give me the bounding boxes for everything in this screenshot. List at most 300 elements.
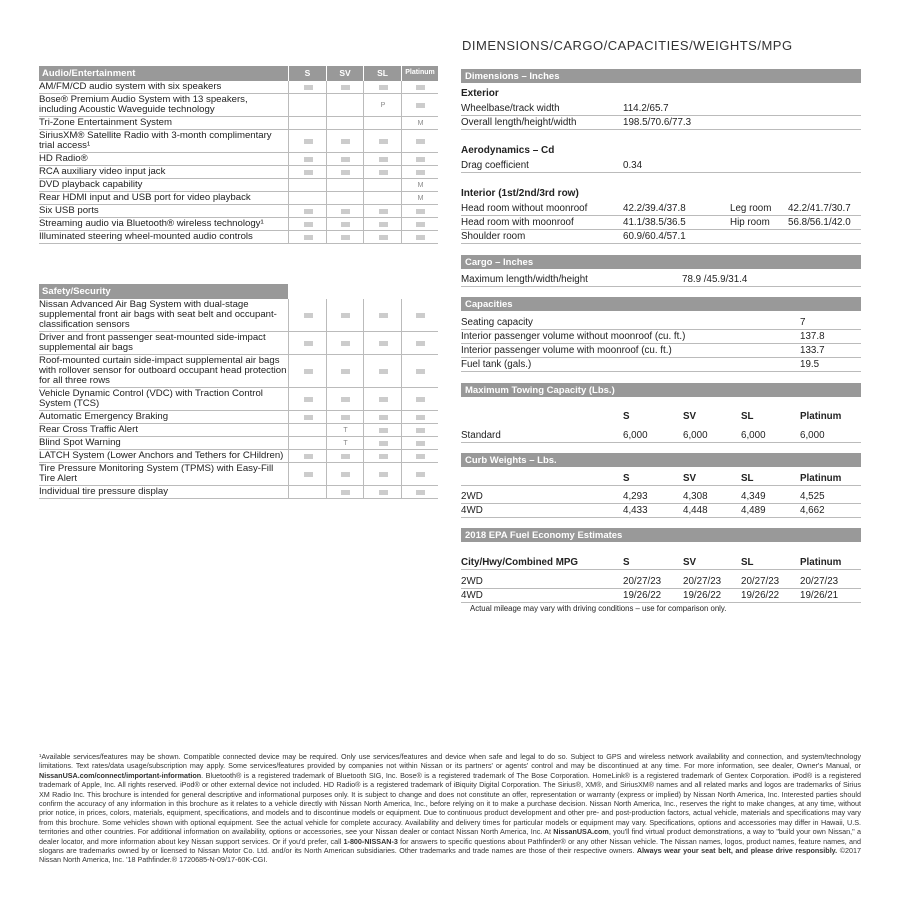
audio-row: [39, 94, 438, 117]
safety-row-label: Blind Spot Warning: [39, 437, 121, 448]
row-value: SV: [683, 473, 697, 484]
headroom-moon-label: Head room with moonroof: [461, 217, 574, 228]
row-value: 19/26/21: [800, 590, 839, 601]
audio-row-label: Six USB ports: [39, 205, 99, 216]
row-value: 4,489: [741, 505, 766, 516]
standard-mark-icon: [341, 397, 350, 402]
standard-mark-icon: [416, 313, 425, 318]
aero-title: Aerodynamics – Cd: [461, 145, 555, 156]
legroom-value: 42.2/41.7/30.7: [788, 203, 851, 214]
availability-cell-sl: [363, 299, 402, 331]
headroom-moon-value: 41.1/38.5/36.5: [623, 217, 686, 228]
standard-mark-icon: [379, 157, 388, 162]
availability-cell-s: [288, 94, 327, 116]
data-row: [461, 575, 861, 589]
interior-title: Interior (1st/2nd/3rd row): [461, 188, 579, 199]
trim-col-sl: SL: [364, 66, 401, 81]
audio-header-label: Audio/Entertainment: [39, 66, 288, 81]
audio-row-label: Streaming audio via Bluetooth® wireless technology¹: [39, 218, 264, 229]
standard-mark-icon: [341, 170, 350, 175]
audio-row-label: RCA auxiliary video input jack: [39, 166, 166, 177]
standard-mark-icon: [379, 85, 388, 90]
safety-row: [39, 411, 438, 424]
availability-cell-sl: [363, 411, 402, 423]
availability-cell-sl: [363, 153, 402, 165]
audio-row: [39, 117, 438, 130]
overall-label: Overall length/height/width: [461, 117, 577, 128]
availability-cell-platinum: [401, 179, 439, 191]
standard-mark-icon: [341, 415, 350, 420]
cargo-header: Cargo – Inches: [461, 255, 861, 269]
availability-cell-sv: [326, 463, 364, 485]
headroom-no-moon-row: [461, 202, 861, 216]
standard-mark-icon: [341, 369, 350, 374]
availability-cell-platinum: [401, 424, 439, 436]
audio-row: [39, 231, 438, 244]
audio-row: [39, 166, 438, 179]
row-value: S: [623, 411, 630, 422]
availability-cell-platinum: [401, 205, 439, 217]
audio-row-label: SiriusXM® Satellite Radio with 3-month complimentary trial access¹: [39, 130, 272, 151]
data-row: [461, 472, 861, 486]
safety-row: [39, 332, 438, 355]
standard-mark-icon: [416, 441, 425, 446]
availability-cell-platinum: [401, 450, 439, 462]
safety-row: [39, 486, 438, 499]
safety-row: [39, 299, 438, 332]
availability-cell-s: [288, 81, 327, 93]
standard-mark-icon: [304, 369, 313, 374]
standard-mark-icon: [379, 397, 388, 402]
standard-mark-icon: [379, 170, 388, 175]
audio-row-label: Tri-Zone Entertainment System: [39, 117, 172, 128]
row-value: SL: [741, 557, 754, 568]
data-row: [461, 429, 861, 443]
audio-row-label: DVD playback capability: [39, 179, 143, 190]
curb-header: Curb Weights – Lbs.: [461, 453, 861, 467]
headroom-no-moon-label: Head room without moonroof: [461, 203, 588, 214]
availability-cell-sl: [363, 231, 402, 243]
audio-row: [39, 218, 438, 231]
epa-note: Actual mileage may vary with driving conditions – use for comparison only.: [470, 604, 727, 613]
availability-cell-s: [288, 486, 327, 498]
standard-mark-icon: [304, 222, 313, 227]
safety-row-label: LATCH System (Lower Anchors and Tethers for CHildren): [39, 450, 284, 461]
row-value: Platinum: [800, 557, 842, 568]
standard-mark-icon: [304, 170, 313, 175]
audio-row-label: Bose® Premium Audio System with 13 speakers, including Acoustic Waveguide technology: [39, 94, 248, 115]
row-label: 2WD: [461, 491, 483, 502]
row-value: 20/27/23: [683, 576, 722, 587]
standard-mark-icon: [416, 103, 425, 108]
availability-cell-sv: [326, 94, 364, 116]
capacity-value: 7: [800, 317, 806, 328]
standard-mark-icon: [416, 209, 425, 214]
safety-row-label: Rear Cross Traffic Alert: [39, 424, 138, 435]
availability-cell-s: [288, 299, 327, 331]
availability-cell-sv: [326, 231, 364, 243]
availability-cell-sl: [363, 388, 402, 410]
footer-text-3: , you'll find virtual product demonstrations, a way to "build your own Nissan," a dealer locator, and more information about key Nissan support services. Or if you'd prefer, call: [39, 827, 861, 846]
row-label: 4WD: [461, 505, 483, 516]
safety-row-label: Vehicle Dynamic Control (VDC) with Traction Control System (TCS): [39, 388, 263, 409]
standard-mark-icon: [379, 454, 388, 459]
row-value: Platinum: [800, 411, 842, 422]
standard-mark-icon: [379, 472, 388, 477]
audio-row: [39, 130, 438, 153]
availability-cell-s: [288, 424, 327, 436]
availability-cell-sv: [326, 179, 364, 191]
capacity-row: [461, 358, 861, 372]
row-value: 4,525: [800, 491, 825, 502]
standard-mark-icon: [416, 397, 425, 402]
availability-cell-sl: [363, 332, 402, 354]
standard-mark-icon: [379, 313, 388, 318]
safety-row: [39, 424, 438, 437]
standard-mark-icon: [379, 428, 388, 433]
standard-mark-icon: [416, 157, 425, 162]
towing-header: Maximum Towing Capacity (Lbs.): [461, 383, 861, 397]
drag-label: Drag coefficient: [461, 160, 529, 171]
exterior-title: Exterior: [461, 88, 499, 99]
standard-mark-icon: [341, 454, 350, 459]
footer-text-1: ¹Available services/features may be shown. Compatible connected device may be required. Only use services/features and device when safe and legal to do so. Subject to GPS and wireless network availability and connection, and system/technology limitations. Text rates/data usage/subscription may apply. Some services/features provided by companies not within Nissan or its partners' or agents' control and may be discontinued at any time. For more information, see dealer, Owner's Manual, or: [39, 752, 861, 771]
standard-mark-icon: [416, 222, 425, 227]
availability-cell-s: [288, 218, 327, 230]
row-label: 2WD: [461, 576, 483, 587]
availability-cell-sv: [326, 81, 364, 93]
safety-security-table: [39, 284, 438, 499]
shoulder-row: [461, 230, 861, 244]
availability-code: M: [417, 119, 424, 127]
standard-mark-icon: [379, 209, 388, 214]
availability-cell-sv: [326, 332, 364, 354]
availability-cell-platinum: [401, 411, 439, 423]
cargo-max-row: [461, 273, 861, 287]
standard-mark-icon: [341, 235, 350, 240]
availability-cell-sl: [363, 463, 402, 485]
availability-cell-platinum: [401, 231, 439, 243]
availability-cell-platinum: [401, 218, 439, 230]
row-value: 6,000: [623, 430, 648, 441]
data-row: [461, 410, 861, 423]
headroom-no-moon-value: 42.2/39.4/37.8: [623, 203, 686, 214]
standard-mark-icon: [416, 235, 425, 240]
standard-mark-icon: [416, 369, 425, 374]
row-value: 4,448: [683, 505, 708, 516]
standard-mark-icon: [341, 209, 350, 214]
safety-row-label: Automatic Emergency Braking: [39, 411, 169, 422]
capacity-label: Seating capacity: [461, 317, 533, 328]
availability-cell-sl: [363, 179, 402, 191]
drag-row: [461, 159, 861, 173]
overall-row: [461, 116, 861, 130]
availability-cell-platinum: [401, 166, 439, 178]
availability-cell-sv: [326, 355, 364, 387]
row-value: 19/26/22: [741, 590, 780, 601]
availability-cell-s: [288, 450, 327, 462]
row-value: 4,349: [741, 491, 766, 502]
row-value: 6,000: [800, 430, 825, 441]
standard-mark-icon: [304, 139, 313, 144]
availability-cell-s: [288, 355, 327, 387]
availability-cell-sl: [363, 355, 402, 387]
row-label: 4WD: [461, 590, 483, 601]
standard-mark-icon: [341, 472, 350, 477]
standard-mark-icon: [304, 472, 313, 477]
availability-cell-sv: [326, 411, 364, 423]
data-row: [461, 556, 861, 570]
availability-cell-s: [288, 192, 327, 204]
row-value: S: [623, 557, 630, 568]
cargo-max-label: Maximum length/width/height: [461, 274, 588, 285]
row-value: 6,000: [741, 430, 766, 441]
standard-mark-icon: [379, 341, 388, 346]
availability-code: M: [417, 181, 424, 189]
availability-cell-sv: [326, 192, 364, 204]
safety-row: [39, 450, 438, 463]
availability-cell-s: [288, 411, 327, 423]
audio-row-label: Rear HDMI input and USB port for video playback: [39, 192, 251, 203]
availability-cell-sv: [326, 388, 364, 410]
shoulder-label: Shoulder room: [461, 231, 526, 242]
audio-table-header: [39, 66, 438, 81]
availability-cell-sl: [363, 192, 402, 204]
safety-row: [39, 463, 438, 486]
availability-cell-platinum: [401, 388, 439, 410]
standard-mark-icon: [304, 157, 313, 162]
availability-cell-s: [288, 130, 327, 152]
row-label: Standard: [461, 430, 501, 441]
standard-mark-icon: [379, 415, 388, 420]
row-value: 19/26/22: [623, 590, 662, 601]
trim-col-platinum: Platinum: [402, 66, 438, 81]
epa-header: 2018 EPA Fuel Economy Estimates: [461, 528, 861, 542]
standard-mark-icon: [416, 454, 425, 459]
audio-row-label: AM/FM/CD audio system with six speakers: [39, 81, 222, 92]
capacity-label: Interior passenger volume with moonroof (cu. ft.): [461, 345, 672, 356]
availability-cell-s: [288, 231, 327, 243]
standard-mark-icon: [416, 139, 425, 144]
availability-cell-sv: [326, 299, 364, 331]
data-row: [461, 589, 861, 603]
availability-code: M: [417, 194, 424, 202]
availability-cell-platinum: [401, 486, 439, 498]
data-row: [461, 490, 861, 504]
safety-row: [39, 388, 438, 411]
availability-cell-sl: [363, 130, 402, 152]
standard-mark-icon: [416, 472, 425, 477]
safety-table-header: [39, 284, 438, 299]
safety-table-body: [39, 299, 438, 499]
standard-mark-icon: [341, 490, 350, 495]
availability-cell-sv: [326, 424, 364, 436]
availability-cell-sl: [363, 166, 402, 178]
capacity-value: 137.8: [800, 331, 825, 342]
availability-cell-platinum: [401, 153, 439, 165]
standard-mark-icon: [304, 415, 313, 420]
safety-row: [39, 355, 438, 388]
availability-cell-platinum: [401, 437, 439, 449]
availability-cell-sv: [326, 218, 364, 230]
standard-mark-icon: [341, 85, 350, 90]
audio-row: [39, 153, 438, 166]
audio-table-body: [39, 81, 438, 244]
standard-mark-icon: [379, 441, 388, 446]
standard-mark-icon: [304, 85, 313, 90]
safety-row-label: Roof-mounted curtain side-impact supplemental air bags with rollover sensor for outboard occupant head protection for all three rows: [39, 355, 287, 386]
page-title: DIMENSIONS/CARGO/CAPACITIES/WEIGHTS/MPG: [462, 38, 793, 53]
data-row: [461, 504, 861, 518]
headroom-moon-row: [461, 216, 861, 230]
legroom-label: Leg room: [730, 203, 772, 214]
standard-mark-icon: [379, 490, 388, 495]
availability-cell-sv: [326, 166, 364, 178]
availability-cell-platinum: [401, 117, 439, 129]
availability-cell-sl: [363, 450, 402, 462]
row-value: 4,308: [683, 491, 708, 502]
availability-cell-s: [288, 388, 327, 410]
cargo-max-value: 78.9 /45.9/31.4: [682, 274, 748, 285]
safety-row-label: Tire Pressure Monitoring System (TPMS) with Easy-Fill Tire Alert: [39, 463, 274, 484]
safety-header-label: Safety/Security: [39, 284, 288, 299]
availability-cell-sl: [363, 424, 402, 436]
availability-cell-platinum: [401, 332, 439, 354]
availability-cell-s: [288, 153, 327, 165]
availability-cell-platinum: [401, 81, 439, 93]
availability-cell-platinum: [401, 355, 439, 387]
standard-mark-icon: [341, 139, 350, 144]
standard-mark-icon: [304, 341, 313, 346]
footer-text-4: for answers to specific questions about Pathfinder® or any other Nissan vehicle. The Nissan names, logos, product names, feature names, and slogans are trademarks owned by or licensed to Nissan Motor Co. Ltd. and/or its North American subsidiaries. Other trademarks and trade names are those of their respective owners.: [39, 836, 861, 856]
row-value: 4,293: [623, 491, 648, 502]
footer-link-nissanusa: NissanUSA.com: [553, 827, 609, 837]
standard-mark-icon: [416, 341, 425, 346]
audio-row: [39, 192, 438, 205]
wheelbase-value: 114.2/65.7: [623, 103, 669, 114]
standard-mark-icon: [341, 222, 350, 227]
availability-cell-sv: [326, 486, 364, 498]
wheelbase-label: Wheelbase/track width: [461, 103, 560, 114]
row-value: 20/27/23: [623, 576, 662, 587]
standard-mark-icon: [416, 170, 425, 175]
wheelbase-row: [461, 102, 861, 116]
standard-mark-icon: [416, 415, 425, 420]
standard-mark-icon: [379, 222, 388, 227]
row-value: 6,000: [683, 430, 708, 441]
availability-cell-sl: [363, 94, 402, 116]
capacity-row: [461, 316, 861, 330]
availability-cell-sl: [363, 486, 402, 498]
audio-row: [39, 81, 438, 94]
safety-row-label: Individual tire pressure display: [39, 486, 169, 497]
hiproom-value: 56.8/56.1/42.0: [788, 217, 851, 228]
capacity-row: [461, 330, 861, 344]
standard-mark-icon: [304, 313, 313, 318]
standard-mark-icon: [416, 85, 425, 90]
availability-cell-platinum: [401, 130, 439, 152]
row-value: 19/26/22: [683, 590, 722, 601]
dimensions-header: Dimensions – Inches: [461, 69, 861, 83]
availability-code: T: [343, 426, 348, 434]
availability-cell-sl: [363, 117, 402, 129]
row-value: SV: [683, 557, 697, 568]
shoulder-value: 60.9/60.4/57.1: [623, 231, 686, 242]
row-value: SL: [741, 411, 754, 422]
safety-row-label: Driver and front passenger seat-mounted side-impact supplemental air bags: [39, 332, 266, 353]
safety-row-label: Nissan Advanced Air Bag System with dual-stage supplemental front air bags with seat belt and occupant-classification sensors: [39, 299, 277, 330]
availability-cell-sv: [326, 205, 364, 217]
row-value: SV: [683, 411, 697, 422]
availability-cell-sv: [326, 450, 364, 462]
capacity-row: [461, 344, 861, 358]
availability-cell-s: [288, 205, 327, 217]
availability-cell-platinum: [401, 463, 439, 485]
row-value: 20/27/23: [741, 576, 780, 587]
audio-entertainment-table: [39, 66, 438, 244]
capacities-header: Capacities: [461, 297, 861, 311]
availability-cell-s: [288, 117, 327, 129]
standard-mark-icon: [416, 490, 425, 495]
availability-cell-sv: [326, 130, 364, 152]
footer-text-5: ©2017 Nissan North America, Inc. '18 Pathfinder.® 1720685-N-09/17-60K-CGI.: [39, 846, 861, 865]
overall-value: 198.5/70.6/77.3: [623, 117, 692, 128]
row-value: SL: [741, 473, 754, 484]
trim-col-sv: SV: [327, 66, 363, 81]
availability-cell-sl: [363, 205, 402, 217]
row-value: Platinum: [800, 473, 842, 484]
availability-code: T: [343, 439, 348, 447]
availability-cell-platinum: [401, 192, 439, 204]
row-value: S: [623, 473, 630, 484]
availability-cell-sv: [326, 153, 364, 165]
availability-cell-sv: [326, 117, 364, 129]
row-value: 4,662: [800, 505, 825, 516]
availability-cell-s: [288, 166, 327, 178]
footer-seatbelt: Always wear your seat belt, and please drive responsibly.: [636, 846, 838, 856]
hiproom-label: Hip room: [730, 217, 770, 228]
footer-link-connect: NissanUSA.com/connect/important-information: [39, 770, 202, 780]
availability-cell-platinum: [401, 94, 439, 116]
row-value: 20/27/23: [800, 576, 839, 587]
standard-mark-icon: [304, 235, 313, 240]
availability-cell-sl: [363, 437, 402, 449]
availability-cell-sl: [363, 81, 402, 93]
audio-row-label: Illuminated steering wheel-mounted audio controls: [39, 231, 253, 242]
standard-mark-icon: [304, 454, 313, 459]
legal-footnote: [39, 752, 861, 865]
standard-mark-icon: [379, 139, 388, 144]
standard-mark-icon: [379, 369, 388, 374]
audio-row: [39, 179, 438, 192]
standard-mark-icon: [341, 313, 350, 318]
capacity-value: 133.7: [800, 345, 825, 356]
footer-phone: 1-800-NISSAN-3: [343, 836, 398, 846]
standard-mark-icon: [304, 397, 313, 402]
standard-mark-icon: [341, 157, 350, 162]
availability-cell-s: [288, 179, 327, 191]
standard-mark-icon: [304, 209, 313, 214]
footer-text-2: . Bluetooth® is a registered trademark of Bluetooth SIG, Inc. Bose® is a registered trademark of The Bose Corporation. HomeLink® is a registered trademark of Gentex Corporation. iPod® is a registered trademark of Apple, Inc. All rights reserved. iPod® or other external device not included. HD Radio® is a registered trademark of iBiquity Digital Corporation. The Sirius®, XM®, and SiriusXM® names and all related marks and logos are trademarks of Sirius XM Radio Inc. This brochure is intended for general descriptive and informational purposes only. It is subject to change and does not constitute an offer, representation or warranty (express or implied) by Nissan North America, Inc. Interested parties should confirm the accuracy of any information in this brochure as it relates to a vehicle directly with Nissan North America, Inc., before relying on it to make a purchase decision. Nissan North America, Inc., reserves the right to make changes, at any time, without prior notice, in prices, colors, materials, equipment, specifications, and models and to discontinue models or equipment. Due to continuous product development and other pre- and post-production factors, actual vehicle, materials and specifications may vary from this brochure. Some vehicles shown with optional equipment. See the actual vehicle for complete accuracy. Availability and delivery times for particular models or equipment may vary. Specifications, options and accessories may differ in Hawaii, U.S. territories and other countries. For additional information on availability, options or accessories, see your Nissan dealer or contact Nissan North America, Inc. At: [39, 770, 861, 837]
capacity-label: Interior passenger volume without moonroof (cu. ft.): [461, 331, 686, 342]
standard-mark-icon: [341, 341, 350, 346]
capacity-value: 19.5: [800, 359, 820, 370]
safety-row: [39, 437, 438, 450]
availability-cell-s: [288, 437, 327, 449]
availability-cell-platinum: [401, 299, 439, 331]
row-label: City/Hwy/Combined MPG: [461, 557, 579, 568]
availability-cell-sv: [326, 437, 364, 449]
